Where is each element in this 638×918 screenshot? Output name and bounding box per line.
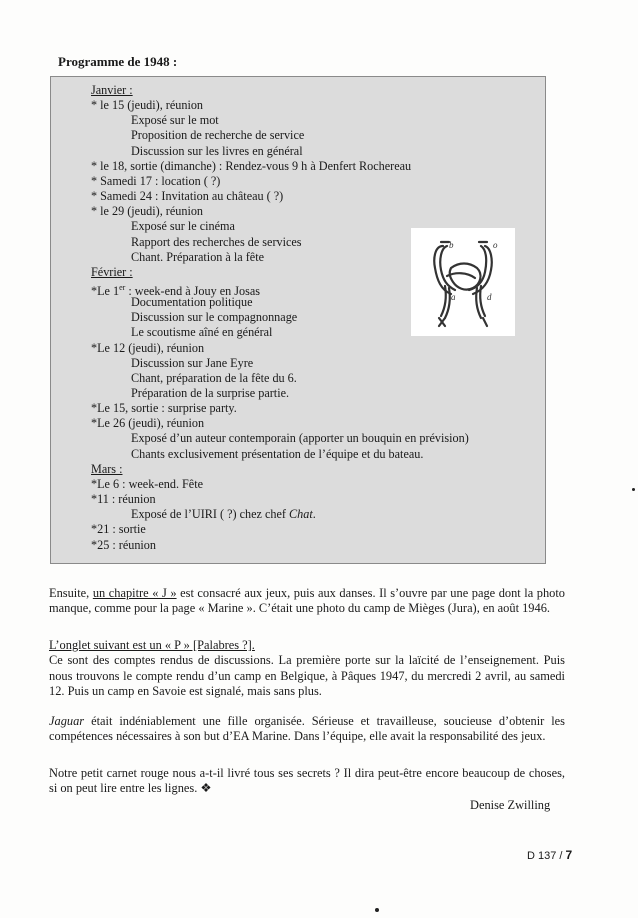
programme-line: *Le 26 (jeudi), réunion	[91, 416, 205, 431]
programme-line: *Le 12 (jeudi), réunion	[91, 340, 205, 355]
paragraph-chapter-j	[49, 586, 565, 617]
programme-text: Exposé de l’UIRI ( ?) chez chef	[131, 507, 290, 522]
programme-line: * le 18, sortie (dimanche) : Rendez-vous 9 h à Denfert Rochereau	[91, 158, 412, 173]
text: Notre petit carnet rouge nous a-t-il livré tous ses secrets ? Il dira peut-être encore beaucoup de choses, si on peut lire entre les lignes.	[49, 766, 565, 796]
page-title: Programme de 1948 :	[58, 54, 178, 69]
programme-text: : week-end à Jouy en Josas	[125, 284, 261, 298]
programme-line: *11 : réunion	[91, 492, 156, 507]
page-ref: D 137 /	[527, 850, 566, 862]
programme-emphasis: Chat	[289, 507, 313, 522]
programme-line: *25 : réunion	[91, 537, 156, 552]
programme-month-heading: Janvier :	[91, 83, 133, 97]
knot-letter-b: b	[449, 240, 454, 250]
text: était indéniablement une fille organisée. Sérieuse et travailleuse, soucieuse d’obtenir les compétences nécessaires à son but d’EA Marine. Dans l’équipe, elle avait la responsabilité des jeux.	[49, 714, 565, 744]
programme-text: *Le 1	[91, 284, 120, 298]
paragraph-palabres	[49, 638, 565, 699]
programme-line: Préparation de la surprise partie.	[131, 386, 290, 400]
programme-line: * Samedi 24 : Invitation au château ( ?)	[91, 189, 284, 204]
programme-line: Chant, préparation de la fête du 6.	[131, 370, 297, 385]
programme-line: Chant. Préparation à la fête	[131, 249, 264, 264]
speck	[375, 908, 379, 912]
jaguar-name: Jaguar	[49, 714, 85, 728]
programme-line: Exposé sur le cinéma	[131, 219, 235, 234]
programme-line: Proposition de recherche de service	[131, 128, 305, 143]
programme-line: * le 29 (jeudi), réunion	[91, 204, 204, 219]
programme-month-heading: Février :	[91, 264, 133, 279]
programme-line: Discussion sur le compagnonnage	[131, 310, 298, 325]
programme-line: *Le 15, sortie : surprise party.	[91, 401, 237, 416]
programme-line: Le scoutisme aîné en général	[131, 325, 273, 340]
programme-line: Discussion sur les livres en général	[131, 143, 303, 158]
palabres-body: Ce sont des comptes rendus de discussions. La première porte sur la laïcité de l’enseignement. Puis nous trouvons le compte rendu d’un camp en Belgique, à Pâques 1947, du mercredi 2 avril, au samedi 12. Puis un camp en Savoie est signalé, mais sans plus.	[49, 653, 565, 698]
knot-letter-o: o	[493, 240, 498, 250]
ornament-icon: ❖	[200, 781, 212, 796]
knot-illustration	[411, 228, 515, 336]
speck	[632, 488, 635, 491]
programme-line: Exposé sur le mot	[131, 113, 219, 128]
paragraph-closing	[49, 766, 565, 797]
signature: Denise Zwilling	[470, 798, 551, 812]
programme-line	[131, 507, 316, 522]
programme-line: * Samedi 17 : location ( ?)	[91, 173, 221, 188]
knot-letter-a: a	[451, 292, 456, 302]
text: Ensuite,	[49, 586, 93, 600]
palabres-heading: L’onglet suivant est un « P » [Palabres ?].	[49, 638, 255, 652]
page-number	[527, 848, 572, 862]
programme-text: .	[312, 507, 316, 522]
programme-line: *Le 6 : week-end. Fête	[91, 476, 204, 491]
programme-superscript: er	[119, 282, 126, 292]
paragraph-jaguar	[49, 714, 565, 745]
programme-month-heading: Mars :	[91, 461, 123, 476]
chapter-j-reference: un chapitre « J »	[92, 586, 177, 600]
programme-line: * le 15 (jeudi), réunion	[91, 98, 204, 113]
programme-line: Discussion sur Jane Eyre	[131, 355, 254, 370]
text: est consacré aux jeux, puis aux danses. Il s’ouvre par une page dont la photo manque, comme pour la page « Marine ». C’était une photo du camp de Mièges (Jura), en août 1946.	[49, 586, 565, 616]
programme-line: Documentation politique	[131, 295, 253, 310]
programme-line: *21 : sortie	[91, 522, 146, 537]
page-num: 7	[565, 848, 573, 862]
programme-line: Chants exclusivement présentation de l’équipe et du bateau.	[131, 446, 424, 461]
knot-letter-d: d	[487, 292, 492, 302]
programme-line: Exposé d’un auteur contemporain (apporter un bouquin en prévision)	[131, 431, 469, 446]
knot-drawing	[411, 228, 515, 336]
programme-line: Rapport des recherches de services	[131, 234, 302, 249]
